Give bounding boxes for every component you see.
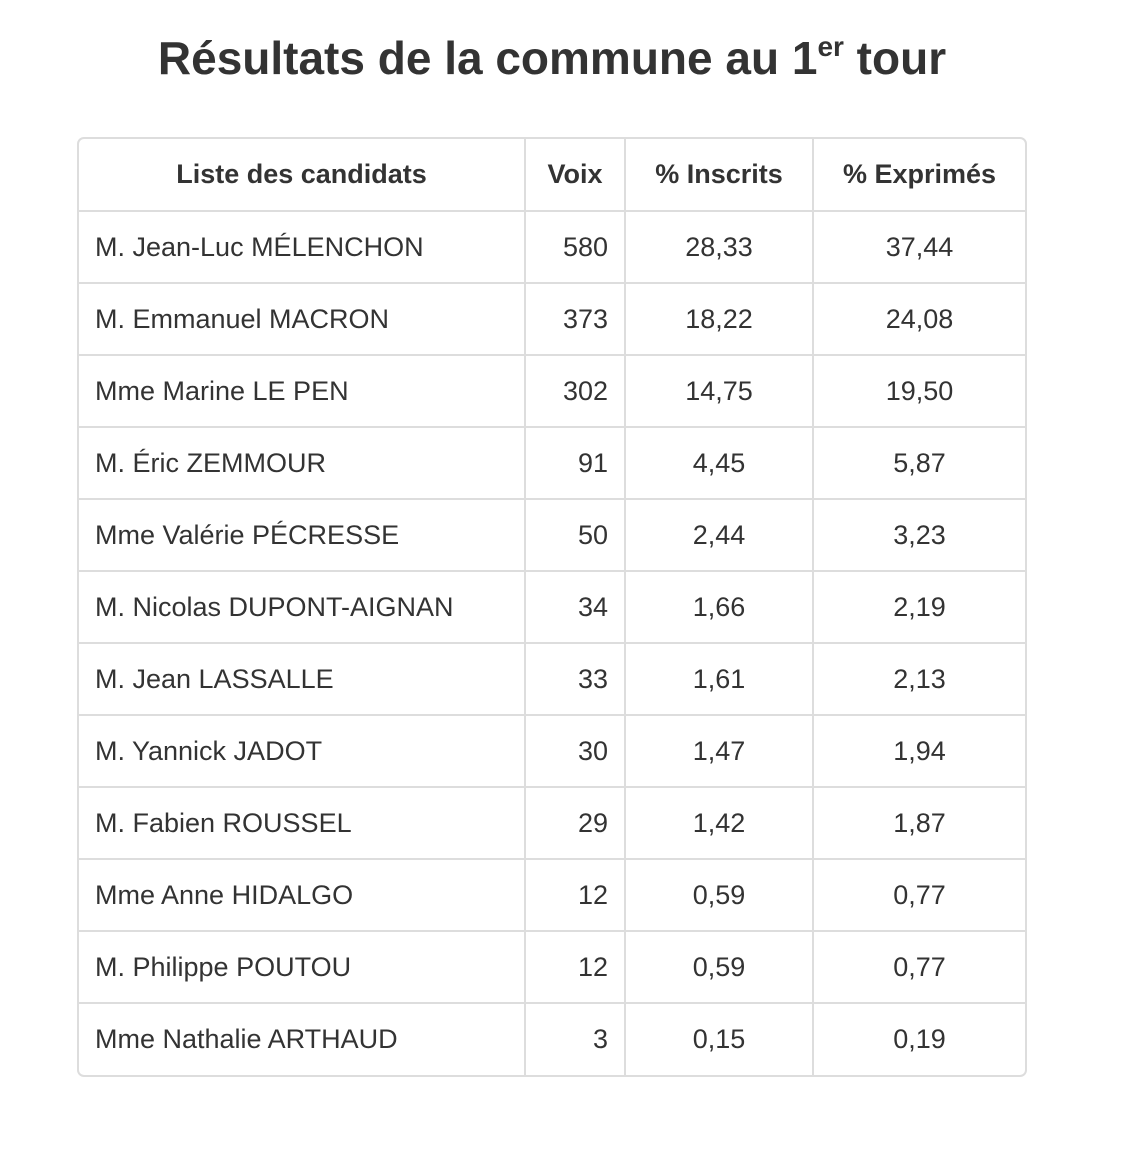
pct-registered-cell: 1,42 (625, 787, 813, 859)
pct-expressed-cell: 37,44 (813, 211, 1025, 283)
candidate-name-cell: Mme Anne HIDALGO (79, 859, 525, 931)
pct-registered-cell: 2,44 (625, 499, 813, 571)
table-row (79, 571, 1025, 643)
pct-expressed-cell: 1,94 (813, 715, 1025, 787)
pct-expressed-cell: 19,50 (813, 355, 1025, 427)
table-row (79, 787, 1025, 859)
votes-cell: 302 (525, 355, 625, 427)
table-row (79, 355, 1025, 427)
votes-cell: 12 (525, 859, 625, 931)
results-table (79, 139, 1025, 1075)
votes-cell: 91 (525, 427, 625, 499)
pct-registered-cell: 1,66 (625, 571, 813, 643)
pct-expressed-cell: 0,19 (893, 1024, 946, 1054)
pct-registered-cell: 28,33 (625, 211, 813, 283)
pct-registered-cell: 14,75 (625, 355, 813, 427)
pct-registered-cell: 0,15 (625, 1003, 813, 1075)
pct-expressed-cell: 24,08 (813, 283, 1025, 355)
results-table-container (77, 137, 1027, 1077)
header-pct-expressed: % Exprimés (813, 139, 1025, 211)
candidate-name-cell: M. Fabien ROUSSEL (79, 787, 525, 859)
header-candidates: Liste des candidats (79, 139, 525, 211)
candidate-name-cell: Mme Marine LE PEN (79, 355, 525, 427)
candidate-name-cell: M. Philippe POUTOU (79, 931, 525, 1003)
votes-cell: 3 (525, 1003, 625, 1075)
candidate-name-cell: M. Yannick JADOT (79, 715, 525, 787)
header-votes: Voix (525, 139, 625, 211)
header-pct-registered: % Inscrits (625, 139, 813, 211)
pct-registered-cell: 1,47 (625, 715, 813, 787)
votes-cell: 34 (525, 571, 625, 643)
pct-registered-cell: 4,45 (625, 427, 813, 499)
pct-expressed-cell: 0,77 (813, 931, 1025, 1003)
pct-expressed-cell: 1,87 (813, 787, 1025, 859)
votes-cell: 30 (525, 715, 625, 787)
header-row (79, 139, 1025, 211)
pct-expressed-cell: 3,23 (813, 499, 1025, 571)
votes-cell: 580 (525, 211, 625, 283)
pct-registered-cell: 18,22 (625, 283, 813, 355)
table-row (79, 283, 1025, 355)
candidate-name-cell: Mme Nathalie ARTHAUD (79, 1003, 525, 1075)
pct-registered-cell: 0,59 (625, 859, 813, 931)
pct-expressed-cell: 2,13 (813, 643, 1025, 715)
table-row (79, 211, 1025, 283)
title-superscript: er (817, 30, 844, 62)
pct-registered-cell: 0,59 (625, 931, 813, 1003)
table-row (79, 427, 1025, 499)
pct-expressed-cell: 5,87 (813, 427, 1025, 499)
votes-cell: 12 (525, 931, 625, 1003)
pct-registered-cell: 1,61 (625, 643, 813, 715)
table-row (79, 715, 1025, 787)
title-text: Résultats de la commune au 1 (157, 32, 818, 84)
votes-cell: 50 (525, 499, 625, 571)
title-suffix: tour (843, 32, 947, 84)
candidate-name-cell: Mme Valérie PÉCRESSE (79, 499, 525, 571)
pct-expressed-cell: 2,19 (813, 571, 1025, 643)
candidate-name-cell: M. Jean-Luc MÉLENCHON (79, 211, 525, 283)
candidate-name-cell: M. Emmanuel MACRON (79, 283, 525, 355)
candidate-name-cell: M. Nicolas DUPONT-AIGNAN (79, 571, 525, 643)
table-row (79, 1003, 1025, 1075)
page-title (0, 28, 1104, 88)
candidate-name-cell: M. Jean LASSALLE (79, 643, 525, 715)
votes-cell: 29 (525, 787, 625, 859)
table-row (79, 859, 1025, 931)
table-header (79, 139, 1025, 211)
table-row (79, 931, 1025, 1003)
table-row (79, 643, 1025, 715)
table-row (79, 499, 1025, 571)
pct-expressed-cell: 0,77 (813, 859, 1025, 931)
candidate-name-cell: M. Éric ZEMMOUR (79, 427, 525, 499)
votes-cell: 33 (525, 643, 625, 715)
table-body (79, 211, 1025, 1075)
votes-cell: 373 (525, 283, 625, 355)
